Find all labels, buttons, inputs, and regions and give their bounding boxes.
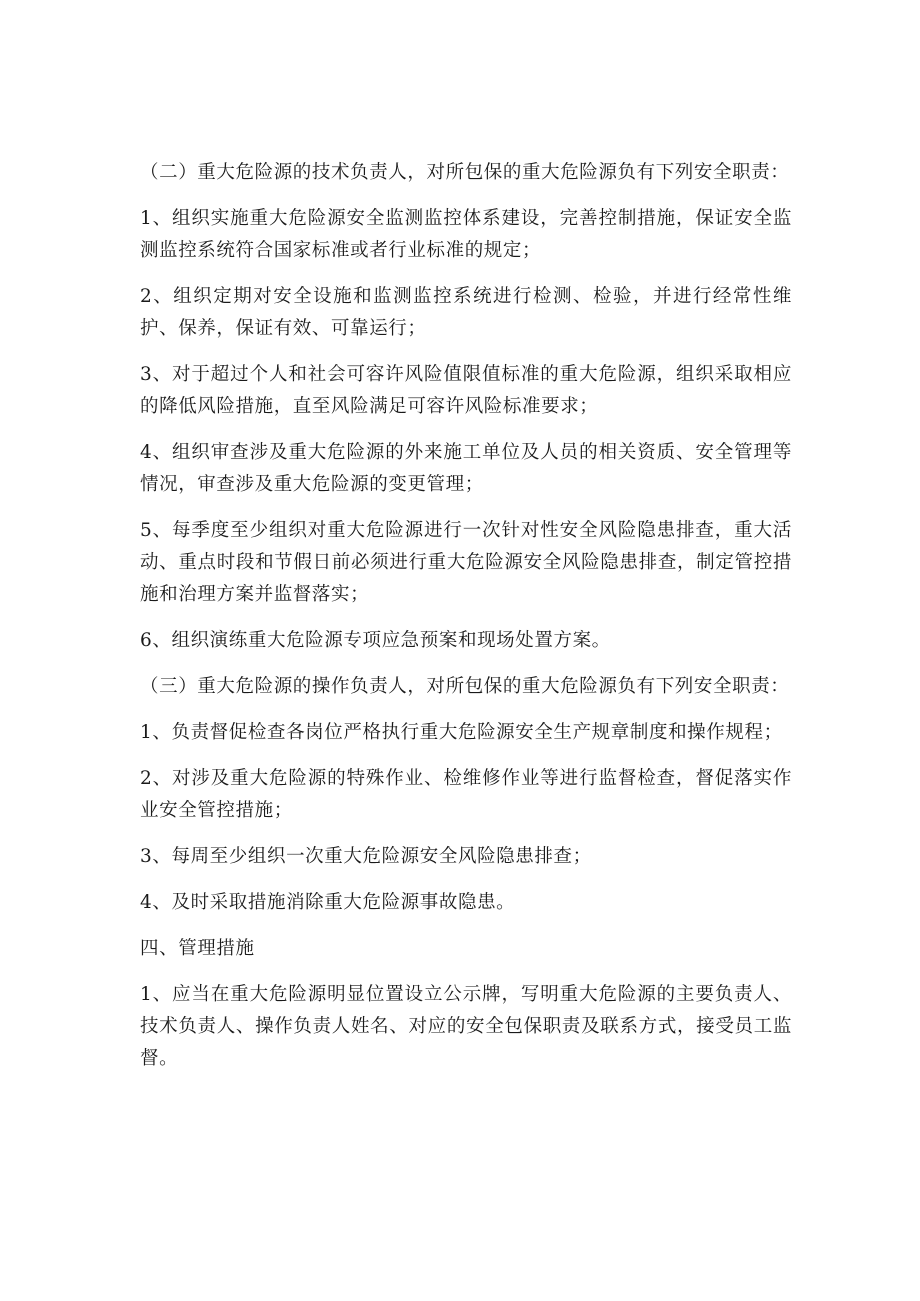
section-heading-technical-responsible: （二）重大危险源的技术负责人，对所包保的重大危险源负有下列安全职责： (140, 162, 790, 183)
section-heading-management-measures: 四、管理措施 (140, 938, 255, 959)
technical-duty-item-1: 1、组织实施重大危险源安全监测监控体系建设，完善控制措施，保证安全监测监控系统符合国家标准或者行业标准的规定； (140, 208, 792, 261)
technical-duty-item-5: 5、每季度至少组织对重大危险源进行一次针对性安全风险隐患排查，重大活动、重点时段和节假日前必须进行重大危险源安全风险隐患排查，制定管控措施和治理方案并监督落实； (140, 520, 792, 605)
management-measure-item-1: 1、应当在重大危险源明显位置设立公示牌，写明重大危险源的主要负责人、技术负责人、操作负责人姓名、对应的安全包保职责及联系方式，接受员工监督。 (140, 984, 792, 1069)
document-body (140, 157, 792, 1075)
operation-duty-item-2: 2、对涉及重大危险源的特殊作业、检维修作业等进行监督检查，督促落实作业安全管控措施； (140, 768, 792, 821)
technical-duty-item-3: 3、对于超过个人和社会可容许风险值限值标准的重大危险源，组织采取相应的降低风险措施，直至风险满足可容许风险标准要求； (140, 364, 792, 417)
section-heading-operation-responsible: （三）重大危险源的操作负责人，对所包保的重大危险源负有下列安全职责： (140, 676, 790, 697)
operation-duty-item-4: 4、及时采取措施消除重大危险源事故隐患。 (140, 892, 516, 913)
operation-duty-item-1: 1、负责督促检查各岗位严格执行重大危险源安全生产规章制度和操作规程； (140, 722, 783, 743)
technical-duty-item-2: 2、组织定期对安全设施和监测监控系统进行检测、检验，并进行经常性维护、保养，保证有效、可靠运行； (140, 286, 792, 339)
technical-duty-item-4: 4、组织审查涉及重大危险源的外来施工单位及人员的相关资质、安全管理等情况，审查涉及重大危险源的变更管理； (140, 442, 792, 495)
technical-duty-item-6: 6、组织演练重大危险源专项应急预案和现场处置方案。 (140, 630, 611, 651)
operation-duty-item-3: 3、每周至少组织一次重大危险源安全风险隐患排查； (140, 846, 592, 867)
